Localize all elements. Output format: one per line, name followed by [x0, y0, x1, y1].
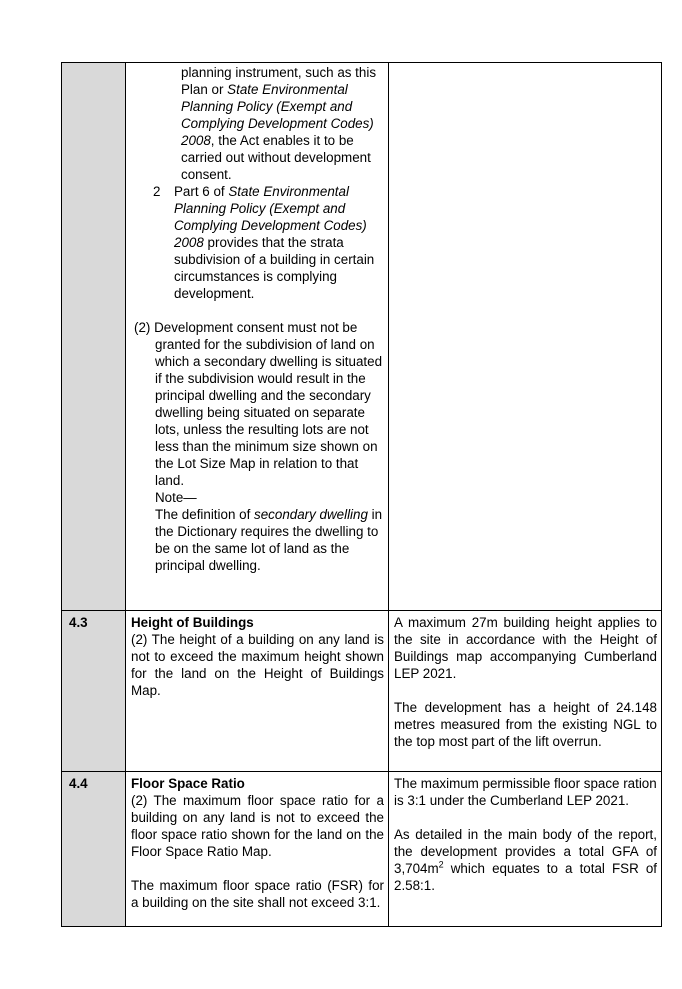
compliance-table — [61, 62, 662, 927]
comment-text: The maximum permissible floor space ration is 3:1 under the Cumberland LEP 2021. — [394, 776, 657, 808]
clause-title: Height of Buildings — [131, 615, 254, 630]
comment-cell — [389, 772, 662, 927]
comment-text: As detailed in the main body of the report, the development provides a total GFA of $3,704m^2$ which equates to a total FSR of 2.58:1. — [394, 827, 657, 893]
clause-number-cell — [62, 63, 126, 611]
clause-number: 4.3 — [69, 615, 88, 630]
comment-text: A maximum 27m building height applies to the site in accordance with the Height of Buildings map accompanying Cumberland LEP 2021. — [394, 615, 657, 681]
clause-number-cell — [62, 611, 126, 772]
clause-text-cell — [126, 772, 389, 927]
clause-number-cell — [62, 772, 126, 927]
clause-title: Floor Space Ratio — [131, 776, 245, 791]
table-row — [62, 611, 662, 772]
clause-text: (2) The maximum floor space ratio for a building on any land is not to exceed the floor space ratio shown for the land on the Floor Space Ratio Map. — [131, 793, 384, 859]
clause-text: The maximum floor space ratio (FSR) for a building on the site shall not exceed 3:1. — [131, 878, 384, 910]
clause-continuation: planning instrument, such as this Plan or State Environmental Planning Policy (Exempt and Complying Development Codes) 2008, the Act enables it to be carried out without development consent. — [181, 65, 377, 182]
clause-text-cell — [126, 611, 389, 772]
note-2: 2 Part 6 of State Environmental Planning Policy (Exempt and Complying Development Codes) 2008 provides that the strata subdivision of a building in certain circumstances is complying development. — [153, 184, 375, 301]
table-row — [62, 63, 662, 611]
clause-text: (2) The height of a building on any land is not to exceed the maximum height shown for the land on the Height of Buildings Map. — [131, 632, 384, 698]
note-label: Note— — [155, 490, 197, 505]
clause-number: 4.4 — [69, 776, 88, 791]
table-row — [62, 772, 662, 927]
note-text: The definition of secondary dwelling in the Dictionary requires the dwelling to be on the same lot of land as the principal dwelling. — [155, 507, 383, 573]
comment-cell — [389, 63, 662, 611]
clause-text-cell — [126, 63, 389, 611]
comment-cell — [389, 611, 662, 772]
subclause-2: (2) Development consent must not be granted for the subdivision of land on which a secondary dwelling is situated if the subdivision would result in the principal dwelling and the secondary dwelling being situated on separate lots, unless the resulting lots are not less than the minimum size shown on the Lot Size Map in relation to that land. — [134, 320, 383, 488]
comment-text: The development has a height of 24.148 metres measured from the existing NGL to the top most part of the lift overrun. — [394, 700, 657, 749]
